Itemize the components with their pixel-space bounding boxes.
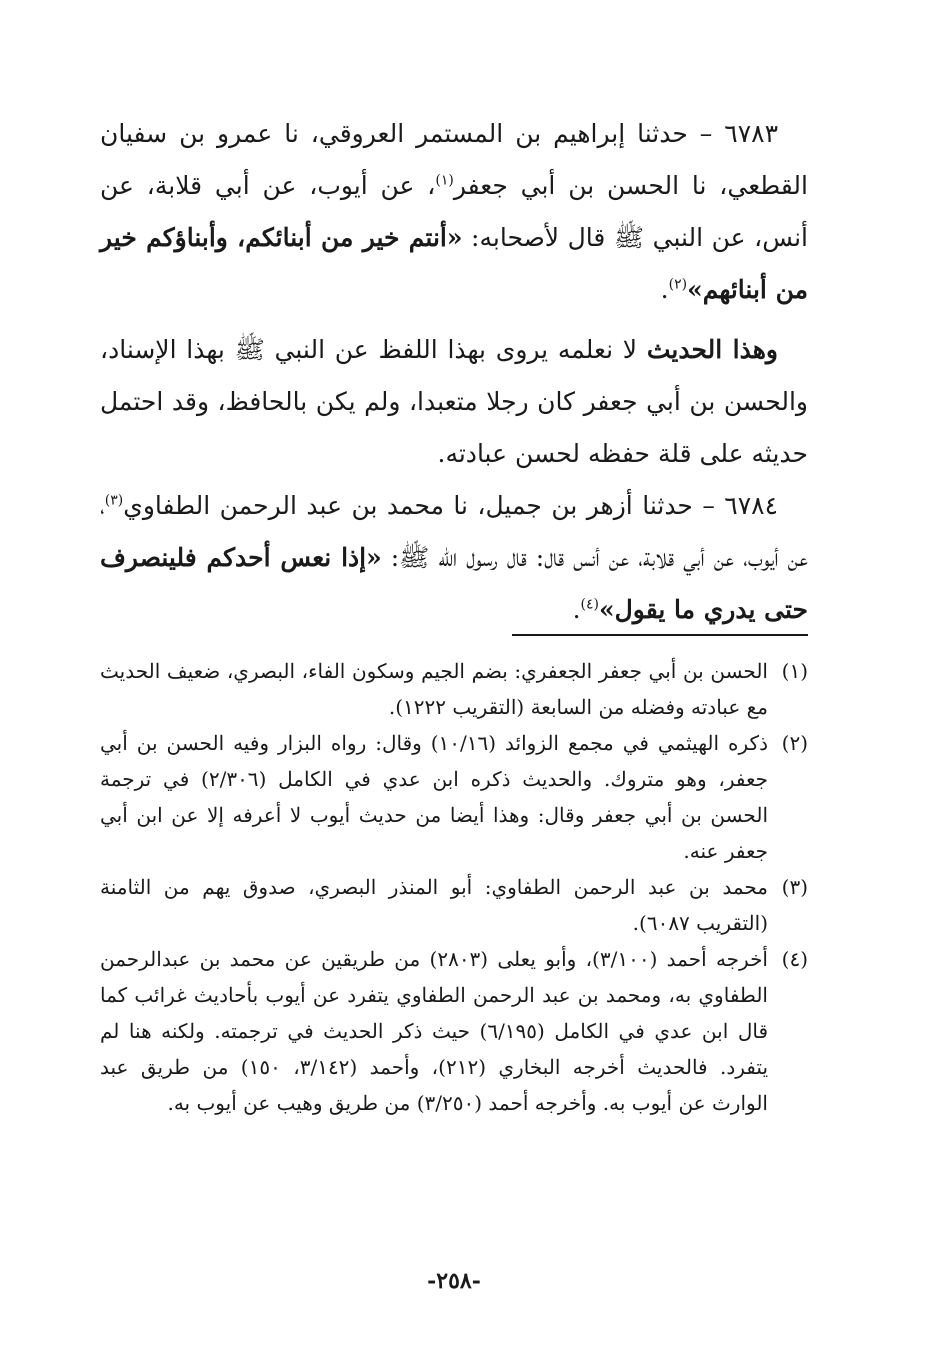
- hadith-6783: [100, 108, 808, 316]
- hadith-6784-text-b: ، عن أيوب، عن أبي قلابة، عن أنس قال: قال رسول الله ﷺ:: [100, 491, 808, 572]
- footnote-ref-2: (٢): [668, 276, 688, 293]
- footnote-1: [100, 653, 808, 725]
- hadith-6784-quote: «إذا نعس أحدكم فلينصرف حتى يدري ما يقول»: [100, 543, 808, 624]
- footnote-4: [100, 941, 808, 1121]
- footnote-text: ذكره الهيثمي في مجمع الزوائد (١٠/١٦) وقال: رواه البزار وفيه الحسن بن أبي جعفر، وهو متروك. والحديث ذكره ابن عدي في الكامل (٢/٣٠٦) في ترجمة الحسن بن أبي جعفر وقال: وهذا أيضا من حديث أيوب لا أعرفه إلا عن ابن أبي جعفر عنه.: [100, 731, 768, 863]
- footnote-2: [100, 725, 808, 869]
- footnote-number: (١): [781, 659, 808, 683]
- hadith-6783-text-c: .: [660, 275, 669, 304]
- footnote-ref-1: (١): [435, 172, 454, 189]
- footnote-ref-4: (٤): [580, 596, 600, 613]
- bazzar-comment: [100, 324, 808, 480]
- bazzar-comment-text: لا نعلمه يروى بهذا اللفظ عن النبي ﷺ بهذا الإسناد، والحسن بن أبي جعفر كان رجلا متعبدا، ولم يكن بالحافظ، وقد احتمل حديثه على قلة حفظه لحسن عبادته.: [100, 335, 808, 468]
- footnote-ref-3: (٣): [104, 492, 124, 509]
- bazzar-comment-lead: وهذا الحديث: [646, 335, 778, 364]
- footnote-divider: [512, 634, 808, 636]
- hadith-6783-text-a: ٦٧٨٣ – حدثنا إبراهيم بن المستمر العروقي، نا عمرو بن سفيان القطعي، نا الحسن بن أبي جعفر: [100, 119, 808, 200]
- footnote-text: محمد بن عبد الرحمن الطفاوي: أبو المنذر البصري، صدوق يهم من الثامنة (التقريب ٦٠٨٧).: [100, 875, 769, 935]
- book-page: [100, 108, 808, 1338]
- footnote-number: (٣): [781, 875, 808, 899]
- hadith-6784: [100, 480, 808, 636]
- hadith-6783-text-b: ، عن أيوب، عن أبي قلابة، عن أنس، عن النبي ﷺ قال لأصحابه:: [100, 171, 808, 252]
- footnote-number: (٢): [781, 731, 808, 755]
- footnote-3: [100, 869, 808, 941]
- footnote-number: (٤): [781, 947, 808, 971]
- footnote-text: الحسن بن أبي جعفر الجعفري: بضم الجيم وسكون الفاء، البصري، ضعيف الحديث مع عبادته وفضله من السابعة (التقريب ١٢٢٢).: [100, 659, 768, 719]
- page-number: -٢٥٨-: [427, 1268, 481, 1294]
- footnotes-section: [100, 653, 808, 1121]
- hadith-6784-text-c: .: [572, 595, 581, 624]
- hadith-6784-text-a: ٦٧٨٤ – حدثنا أزهر بن جميل، نا محمد بن عبد الرحمن الطفاوي: [123, 491, 778, 520]
- hadith-6783-quote: «أنتم خير من أبنائكم، وأبناؤكم خير من أبنائهم»: [100, 223, 808, 304]
- footnote-text: أخرجه أحمد (٣/١٠٠)، وأبو يعلى (٢٨٠٣) من طريقين عن محمد بن عبدالرحمن الطفاوي به، ومحمد بن عبد الرحمن الطفاوي يتفرد عن أيوب بأحاديث غرائب كما قال ابن عدي في الكامل (٦/١٩٥) حيث ذكر الحديث في ترجمته. ولكنه هنا لم يتفرد. فالحديث أخرجه البخاري (٢١٢)، وأحمد (٣/١٤٢، ١٥٠) من طريق عبد الوارث عن أيوب به. وأخرجه أحمد (٣/٢٥٠) من طريق وهيب عن أيوب به.: [100, 947, 769, 1115]
